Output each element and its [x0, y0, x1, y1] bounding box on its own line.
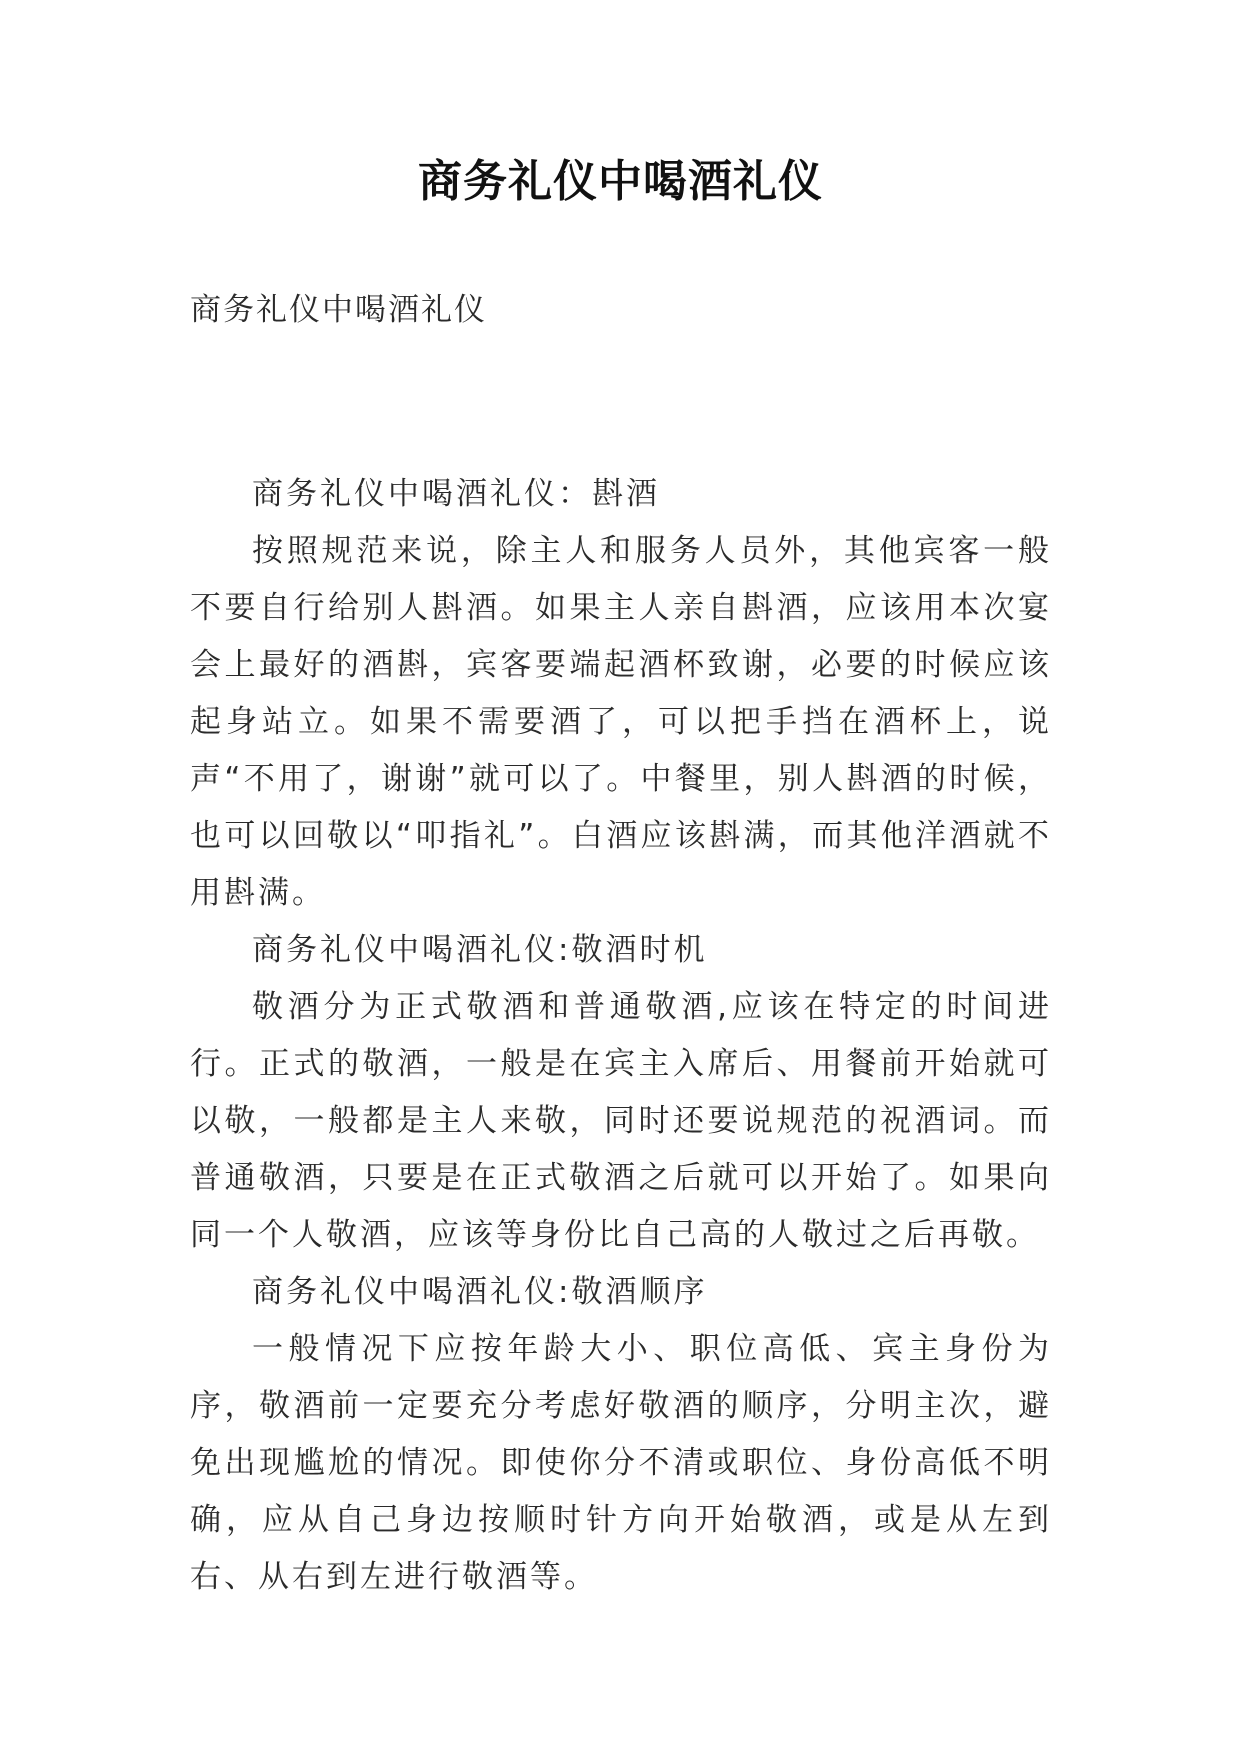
document-subtitle: 商务礼仪中喝酒礼仪 [190, 292, 487, 328]
document-body [190, 466, 1052, 1606]
section-heading-toast-timing: 商务礼仪中喝酒礼仪:敬酒时机 [252, 932, 708, 968]
document-title: 商务礼仪中喝酒礼仪 [418, 156, 823, 207]
section-paragraph-toast-order: 一般情况下应按年龄大小、职位高低、宾主身份为序，敬酒前一定要充分考虑好敬酒的顺序，分明主次，避免出现尴尬的情况。即使你分不清或职位、身份高低不明确，应从自己身边按顺时针方向开始敬酒，或是从左到右、从右到左进行敬酒等。 [190, 1331, 1052, 1595]
section-heading-pouring: 商务礼仪中喝酒礼仪：斟酒 [252, 476, 660, 512]
section-paragraph-pouring: 按照规范来说，除主人和服务人员外，其他宾客一般不要自行给别人斟酒。如果主人亲自斟酒，应该用本次宴会上最好的酒斟，宾客要端起酒杯致谢，必要的时候应该起身站立。如果不需要酒了，可以把手挡在酒杯上，说声“不用了，谢谢”就可以了。中餐里，别人斟酒的时候，也可以回敬以“叩指礼”。白酒应该斟满，而其他洋酒就不用斟满。 [190, 533, 1052, 911]
section-heading-toast-order: 商务礼仪中喝酒礼仪:敬酒顺序 [252, 1274, 708, 1310]
section-paragraph-toast-timing: 敬酒分为正式敬酒和普通敬酒,应该在特定的时间进行。正式的敬酒，一般是在宾主入席后、用餐前开始就可以敬，一般都是主人来敬，同时还要说规范的祝酒词。而普通敬酒，只要是在正式敬酒之后就可以开始了。如果向同一个人敬酒，应该等身份比自己高的人敬过之后再敬。 [190, 989, 1052, 1253]
